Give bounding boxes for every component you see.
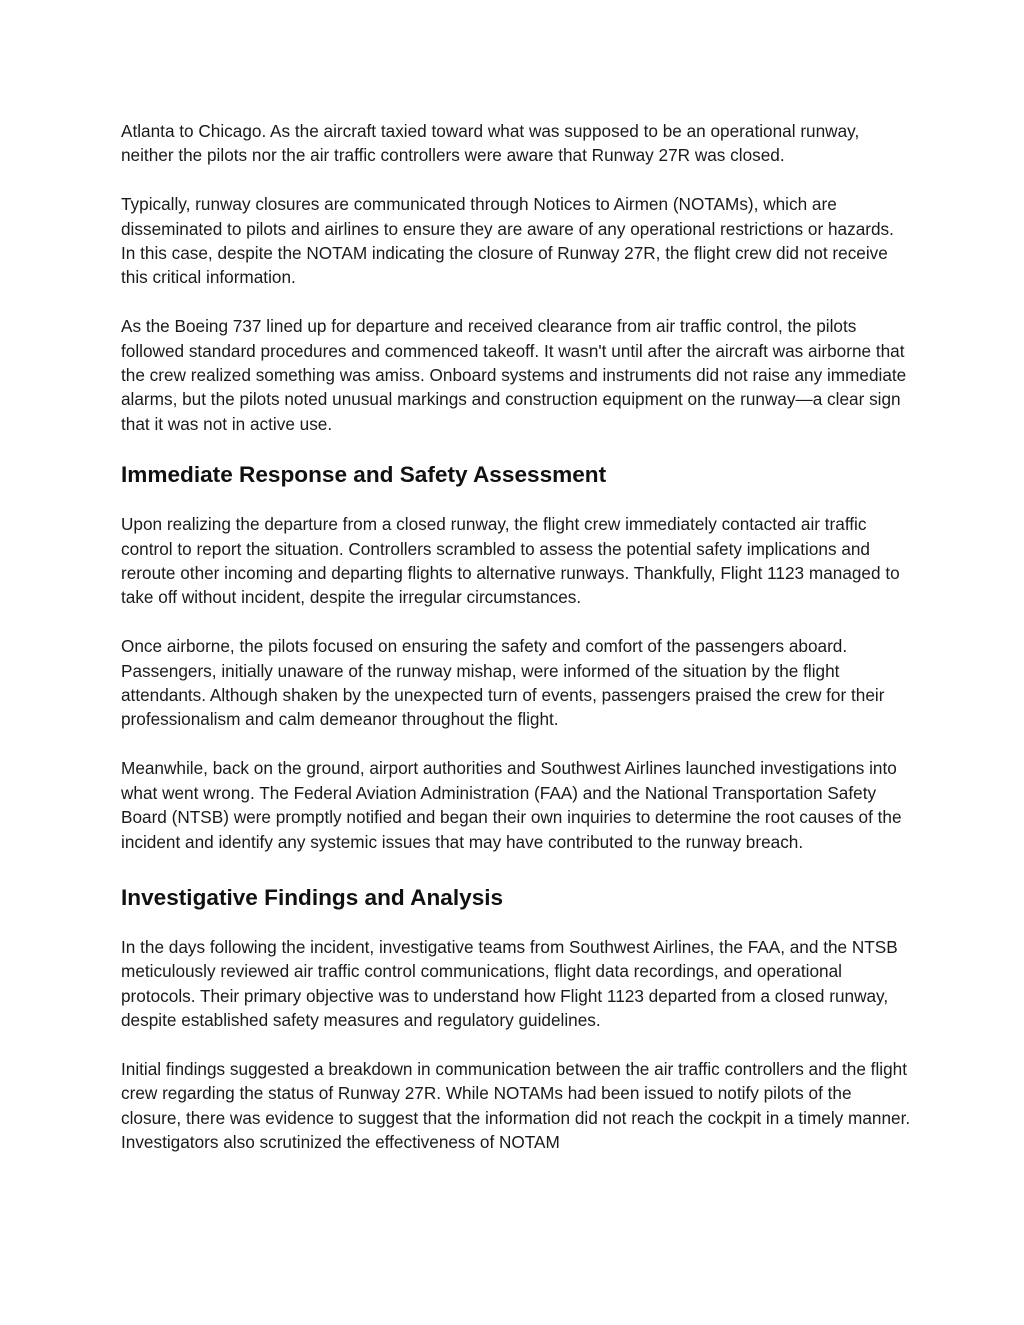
section-heading-investigative-findings: Investigative Findings and Analysis (121, 884, 504, 910)
paragraph-notams: Typically, runway closures are communicated through Notices to Airmen (NOTAMs), which are disseminated to pilots and airlines to ensure they are aware of any operational restrictions or hazards. In this case, despite the NOTAM indicating the closure of Runway 27R, the flight crew did not receive this critical information. (121, 194, 894, 288)
paragraph-initial-findings: Initial findings suggested a breakdown in communication between the air traffic controllers and the flight crew regarding the status of Runway 27R. While NOTAMs had been issued to notify pilots of the closure, there was evidence to suggest that the information did not reach the cockpit in a timely manner. Investigators also scrutinized the effectiveness of NOTAM (121, 1058, 911, 1153)
paragraph-review: In the days following the incident, investigative teams from Southwest Airlines, the FAA, and the NTSB meticulously reviewed air traffic control communications, flight data recordings, and operational protocols. Their primary objective was to understand how Flight 1123 departed from a closed runway, despite established safety measures and regulatory guidelines. (121, 936, 898, 1031)
document-page (121, 119, 911, 1179)
paragraph-takeoff: As the Boeing 737 lined up for departure and received clearance from air traffic control, the pilots followed standard procedures and commenced takeoff. It wasn't until after the aircraft was airborne that the crew realized something was amiss. Onboard systems and instruments did not raise any immediate alarms, but the pilots noted unusual markings and construction equipment on the runway—a clear sign that it was not in active use. (121, 316, 907, 434)
paragraph-investigations: Meanwhile, back on the ground, airport authorities and Southwest Airlines launched investigations into what went wrong. The Federal Aviation Administration (FAA) and the National Transportation Safety Board (NTSB) were promptly notified and began their own inquiries to determine the root causes of the incident and identify any systemic issues that may have contributed to the runway breach. (121, 758, 902, 852)
paragraph-passengers: Once airborne, the pilots focused on ensuring the safety and comfort of the passengers aboard. Passengers, initially unaware of the runway mishap, were informed of the situation by the flight attendants. Although shaken by the unexpected turn of events, passengers praised the crew for their professionalism and calm demeanor throughout the flight. (121, 636, 885, 730)
section-heading-immediate-response: Immediate Response and Safety Assessment (121, 462, 607, 488)
paragraph-runway-closed: Atlanta to Chicago. As the aircraft taxied toward what was supposed to be an operational runway, neither the pilots nor the air traffic controllers were aware that Runway 27R was closed. (121, 121, 860, 166)
paragraph-atc-contact: Upon realizing the departure from a closed runway, the flight crew immediately contacted air traffic control to report the situation. Controllers scrambled to assess the potential safety implications and reroute other incoming and departing flights to alternative runways. Thankfully, Flight 1123 managed to take off without incident, despite the irregular circumstances. (121, 514, 900, 608)
